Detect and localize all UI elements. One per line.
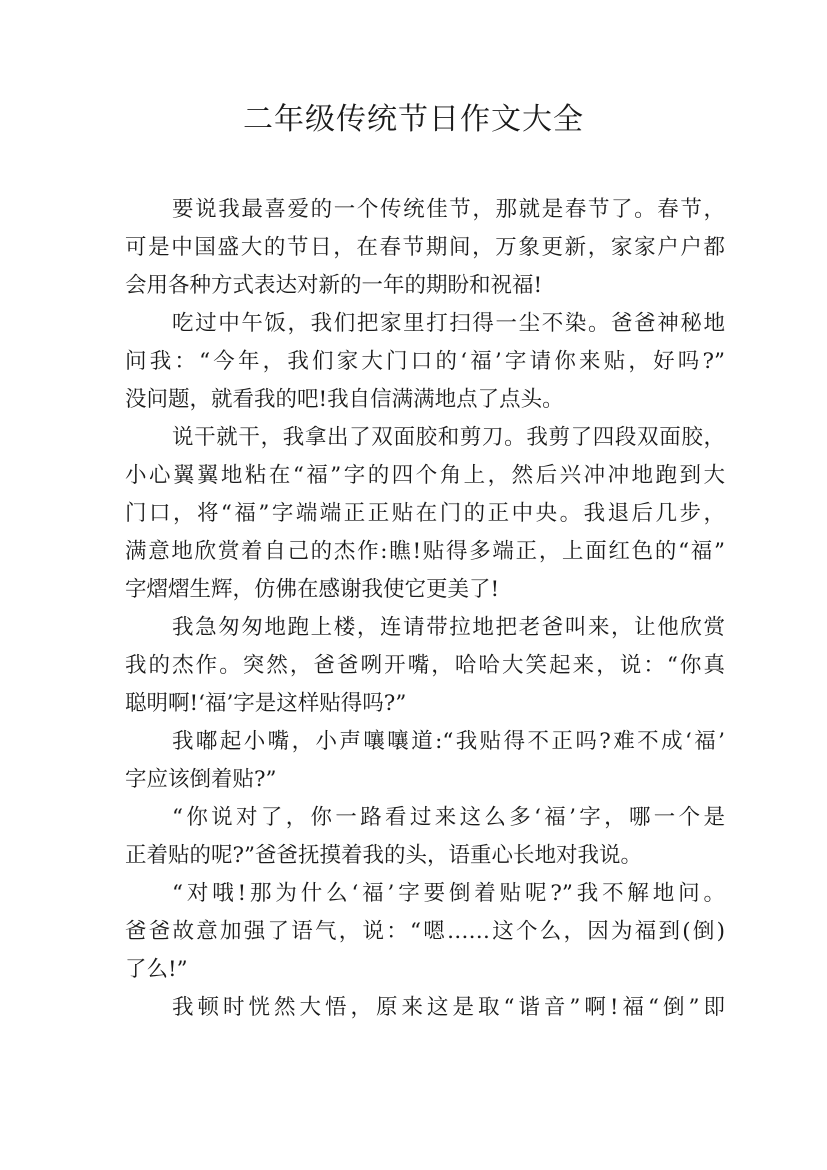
paragraph-line: 我急匆匆地跑上楼，连请带拉地把老爸叫来，让他欣赏 [172,615,725,640]
paragraph-line: 正着贴的呢?”爸爸抚摸着我的头，语重心长地对我说。 [125,843,643,868]
paragraph-line: “对哦!那为什么‘福’字要倒着贴呢?”我不解地问。 [172,881,725,906]
paragraph-line: 聪明啊!‘福’字是这样贴得吗?” [125,691,407,716]
paragraph-line: 小心翼翼地粘在“福”字的四个角上，然后兴冲冲地跑到大 [125,463,725,488]
paragraph-line: “你说对了，你一路看过来这么多‘福’字，哪一个是 [172,805,725,830]
paragraph-line: 我顿时恍然大悟，原来这是取“谐音”啊!福“倒”即 [172,995,725,1020]
paragraph-line: 没问题，就看我的吧!我自信满满地点了点头。 [125,387,564,412]
document-title: 二年级传统节日作文大全 [243,102,584,137]
paragraph-line: 吃过中午饭，我们把家里打扫得一尘不染。爸爸神秘地 [172,311,725,336]
paragraph-line: 满意地欣赏着自己的杰作:瞧!贴得多端正，上面红色的“福” [125,539,725,564]
paragraph-line: 了么!” [125,957,188,982]
paragraph-line: 爸爸故意加强了语气，说：“嗯……这个么，因为福到(倒) [125,919,725,944]
paragraph-line: 我的杰作。突然，爸爸咧开嘴，哈哈大笑起来，说：“你真 [125,653,725,678]
paragraph-line: 说干就干，我拿出了双面胶和剪刀。我剪了四段双面胶， [172,425,725,450]
paragraph-line: 字熠熠生辉，仿佛在感谢我使它更美了! [125,577,500,602]
paragraph-line: 会用各种方式表达对新的一年的期盼和祝福! [125,273,543,298]
paragraph-line: 可是中国盛大的节日，在春节期间，万象更新，家家户户都 [125,235,725,260]
paragraph-line: 门口，将“福”字端端正正贴在门的正中央。我退后几步， [125,501,725,526]
paragraph-line: 字应该倒着贴?” [125,767,277,792]
paragraph-line: 问我：“今年，我们家大门口的‘福’字请你来贴，好吗?” [125,349,725,374]
paragraph-line: 要说我最喜爱的一个传统佳节，那就是春节了。春节， [172,197,725,222]
paragraph-line: 我嘟起小嘴，小声嚷嚷道:“我贴得不正吗?难不成‘福’ [172,729,725,754]
